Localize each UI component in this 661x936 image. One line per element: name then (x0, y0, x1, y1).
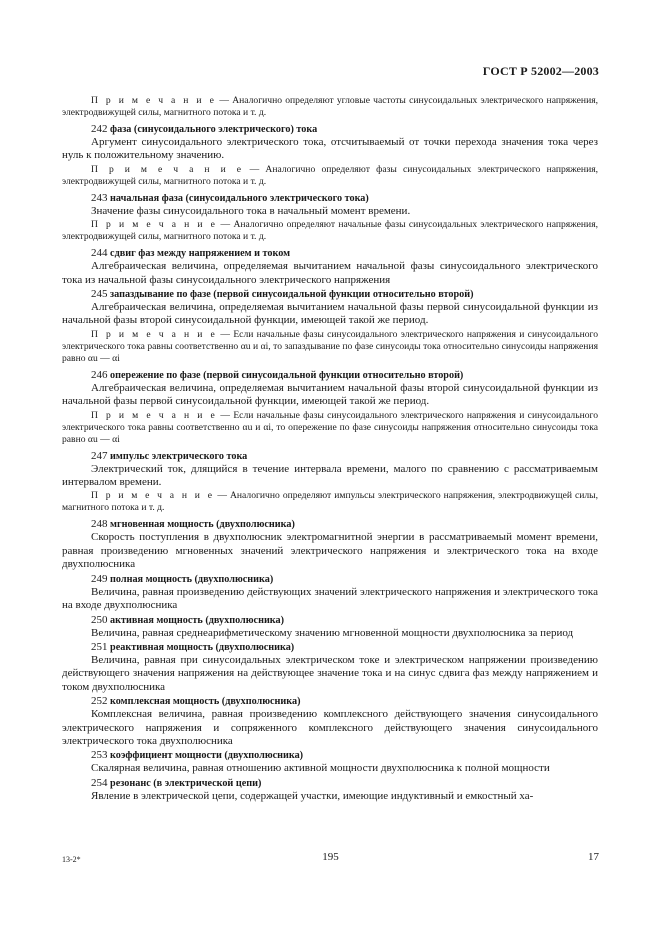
note (62, 95, 598, 119)
footer-page-number: 17 (588, 851, 599, 863)
term-number: 247 (91, 449, 108, 462)
term-name: мгновенная мощность (двухполюсника) (110, 519, 295, 531)
term-number: 252 (91, 695, 108, 708)
term-name: фаза (синусоидального электрического) тока (110, 124, 318, 135)
term-number: 250 (91, 613, 108, 626)
term-number: 251 (91, 640, 108, 653)
term-name: запаздывание по фазе (первой синусоидальной функции относительно второй) (110, 289, 474, 301)
note (62, 329, 598, 365)
term-definition: Значение фазы синусоидального тока в начальный момент времени. (91, 204, 411, 217)
note-label: П р и м е ч а н и е (91, 409, 218, 421)
term-definition: Аргумент синусоидального электрического тока, отсчитываемый от точки перехода значения тока через нуль к положительному значению. (62, 136, 598, 162)
note-label: П р и м е ч а н и е (91, 490, 215, 502)
term-definition: Алгебраическая величина, определяемая вычитанием начальной фазы синусоидального электрического тока из начальной фазы синусоидального электрического напряжения (62, 260, 598, 286)
term-heading (62, 695, 598, 708)
note-label: П р и м е ч а н и е (91, 163, 244, 175)
note (62, 219, 598, 243)
term-heading (62, 369, 598, 382)
note-text: — Если начальные фазы синусоидального электрического напряжения и синусоидального электрического тока равны соответственно αu и αi, то опережение по фазе синусоиды напряжения относительно синусоиды тока равно αu — αi (62, 409, 599, 445)
term-heading (62, 288, 598, 301)
term-heading (62, 573, 598, 586)
term-name: коэффициент мощности (двухполюсника) (110, 750, 304, 762)
note-text: — Если начальные фазы синусоидального электрического напряжения и синусоидального электрического тока равны соответственно αu и αi, то запаздывание по фазе синусоиды тока относительно синусоиды напряжения равно αu — αi (62, 328, 599, 364)
note-text: — Аналогично определяют угловые частоты синусоидальных электрического напряжения, электродвижущей силы, магнитного потока и т. д. (62, 95, 599, 118)
term-name: импульс электрического тока (110, 450, 248, 462)
term-name: опережение по фазе (первой синусоидальной функции относительно второй) (110, 369, 464, 381)
term-definition: Алгебраическая величина, определяемая вычитанием начальной фазы второй синусоидальной функции из начальной фазы первой синусоидальной функции, имеющей такой же период. (62, 381, 598, 408)
footer-book-page-number: 195 (322, 851, 339, 863)
term-heading (62, 123, 598, 136)
term-number: 253 (91, 749, 108, 762)
note-label: П р и м е ч а н и е (91, 95, 217, 106)
term-heading (62, 247, 598, 260)
note-text: — Аналогично определяют фазы синусоидальных электрического напряжения, электродвижущей силы, магнитного потока и т. д. (62, 163, 599, 187)
term-definition: Величина, равная среднеарифметическому значению мгновенной мощности двухполюсника за период (91, 626, 574, 639)
term-name: резонанс (в электрической цепи) (110, 777, 262, 789)
term-definition: Величина, равная при синусоидальных электрическом токе и электрическом напряжении произведению действующего значения напряжения на действующее значение тока и на синус сдвига фаз между напряжением и током двухполюсника (62, 653, 598, 693)
term-number: 243 (91, 191, 108, 204)
term-name: сдвиг фаз между напряжением и током (110, 248, 291, 260)
term-number: 246 (91, 368, 108, 381)
term-definition: Комплексная величина, равная произведению комплексного действующего значения синусоидального электрического напряжения и сопряженного комплексного действующего значения синусоидального электрического тока двухполюсника (62, 708, 598, 747)
term-definition: Алгебраическая величина, определяемая вычитанием начальной фазы первой синусоидальной функции из начальной фазы второй синусоидальной функции, имеющей такой же период. (62, 301, 598, 327)
note-text: — Аналогично определяют импульсы электрического напряжения, электродвижущей силы, магнитного потока и т. д. (62, 490, 599, 514)
term-name: реактивная мощность (двухполюсника) (110, 641, 295, 653)
note-label: П р и м е ч а н и е (91, 328, 218, 340)
term-heading (62, 450, 598, 463)
term-definition: Явление в электрической цепи, содержащей участки, имеющие индуктивный и емкостный ха- (91, 789, 534, 802)
term-heading (62, 192, 598, 205)
term-heading (62, 641, 598, 654)
term-name: активная мощность (двухполюсника) (110, 614, 285, 626)
term-definition: Величина, равная произведению действующих значений электрического напряжения и электрического тока на входе двухполюсника (62, 585, 598, 612)
term-heading (62, 749, 598, 762)
term-number: 248 (91, 518, 108, 531)
document-body (62, 95, 598, 804)
term-definition: Электрический ток, длящийся в течение интервала времени, малого по сравнению с рассматриваемым интервалом времени. (62, 462, 598, 489)
note (62, 490, 598, 514)
term-heading (62, 518, 598, 531)
term-heading (62, 614, 598, 627)
footer-signature-mark: 13-2* (62, 855, 81, 864)
term-number: 254 (91, 776, 108, 789)
term-number: 244 (91, 247, 108, 260)
term-definition: Скорость поступления в двухполюсник электромагнитной энергии в рассматриваемый момент времени, равная произведению мгновенных значений электрического напряжения и электрического тока на входе двухполюсника (62, 531, 598, 571)
page-header: ГОСТ Р 52002—2003 (482, 64, 599, 78)
term-name: начальная фаза (синусоидального электрического тока) (110, 192, 369, 204)
term-name: комплексная мощность (двухполюсника) (110, 696, 301, 708)
term-name: полная мощность (двухполюсника) (110, 573, 274, 585)
note (62, 410, 598, 446)
term-number: 245 (91, 288, 108, 301)
note (62, 164, 598, 188)
note-text: — Аналогично определяют начальные фазы синусоидальных электрического напряжения, электродвижущей силы, магнитного потока и т. д. (62, 219, 599, 243)
term-definition: Скалярная величина, равная отношению активной мощности двухполюсника к полной мощности (91, 762, 550, 775)
term-heading (62, 777, 598, 790)
term-number: 249 (91, 572, 108, 585)
term-number: 242 (91, 123, 108, 135)
note-label: П р и м е ч а н и е (91, 219, 218, 231)
